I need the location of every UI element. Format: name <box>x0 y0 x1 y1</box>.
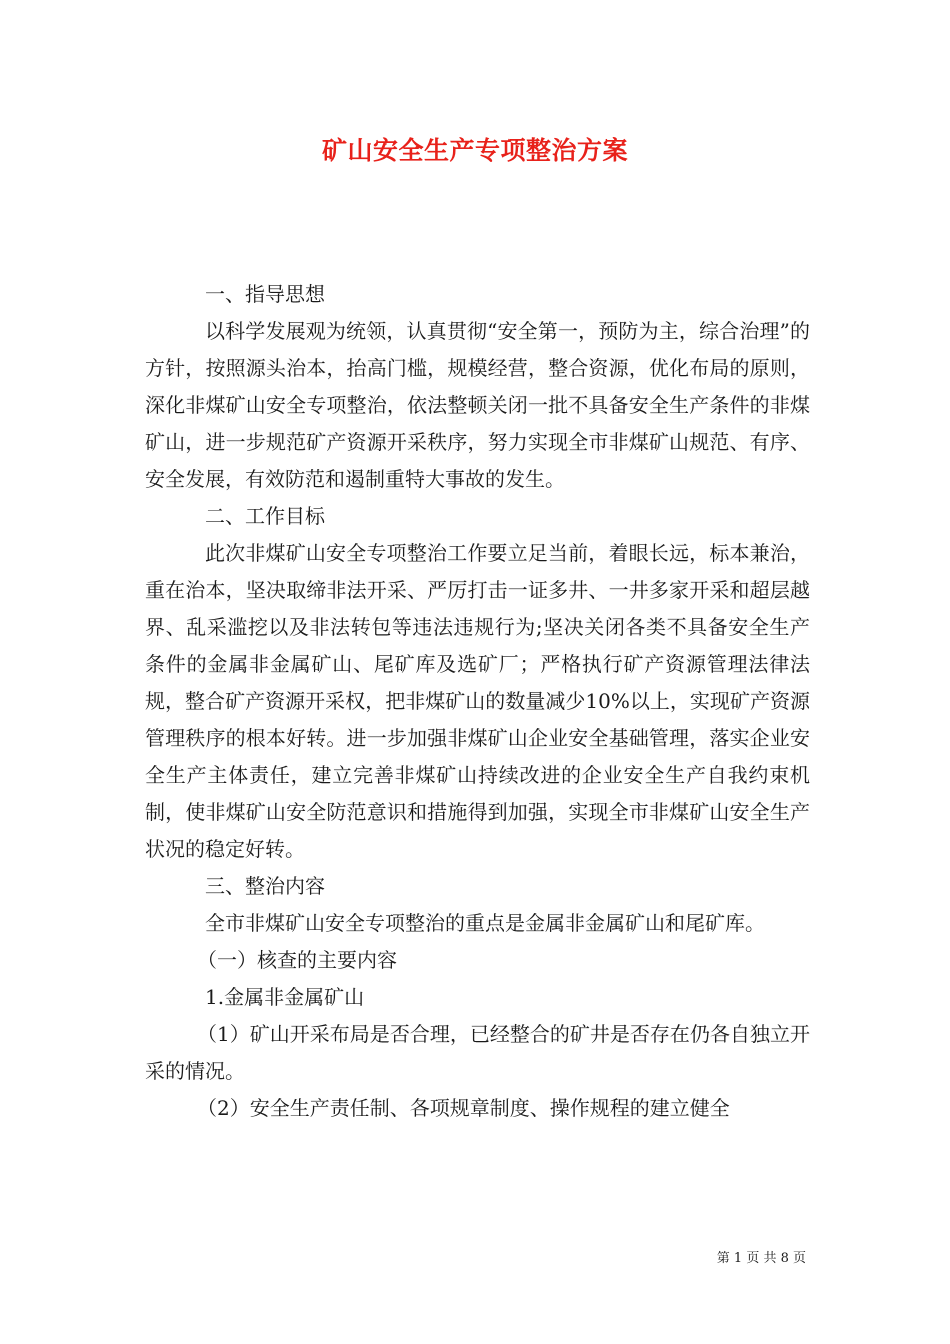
section-heading-rectification-content: 三、整治内容 <box>205 874 325 898</box>
paragraph-work-goals: 此次非煤矿山安全专项整治工作要立足当前，着眼长远，标本兼治，重在治本，坚决取缔非法开采、严厉打击一证多井、一井多家开采和超层越界、乱采滥挖以及非法转包等违法违规行为;坚决关闭各类不具备安全生产条件的金属非金属矿山、尾矿库及选矿厂；严格执行矿产资源管理法律法规，整合矿产资源开采权，把非煤矿山的数量减少10%以上，实现矿产资源管理秩序的根本好转。进一步加强非煤矿山企业安全基础管理，落实企业安全生产主体责任，建立完善非煤矿山持续改进的企业安全生产自我约束机制，使非煤矿山安全防范意识和措施得到加强，实现全市非煤矿山安全生产状况的稳定好转。 <box>145 541 810 861</box>
paragraph-guiding-ideology: 以科学发展观为统领，认真贯彻“安全第一，预防为主，综合治理”的方针，按照源头治本，抬高门槛，规模经营，整合资源，优化布局的原则，深化非煤矿山安全专项整治，依法整顿关闭一批不具备安全生产条件的非煤矿山，进一步规范矿产资源开采秩序，努力实现全市非煤矿山规范、有序、安全发展，有效防范和遏制重特大事故的发生。 <box>145 319 810 491</box>
list-item-mining-layout: （1）矿山开采布局是否合理，已经整合的矿井是否存在仍各自独立开采的情况。 <box>145 1022 810 1083</box>
page-number-footer: 第 1 页 共 8 页 <box>716 1251 806 1266</box>
subheading-inspection-content: （一）核查的主要内容 <box>197 948 397 972</box>
document-title: 矿山安全生产专项整治方案 <box>321 136 628 165</box>
subheading-metal-mines: 1.金属非金属矿山 <box>205 985 365 1009</box>
section-heading-work-goals: 二、工作目标 <box>205 504 325 528</box>
paragraph-rectification-focus: 全市非煤矿山安全专项整治的重点是金属非金属矿山和尾矿库。 <box>205 911 765 935</box>
document-body <box>145 276 810 1127</box>
list-item-responsibility-system: （2）安全生产责任制、各项规章制度、操作规程的建立健全 <box>197 1096 730 1120</box>
section-heading-guiding-ideology: 一、指导思想 <box>205 282 325 306</box>
